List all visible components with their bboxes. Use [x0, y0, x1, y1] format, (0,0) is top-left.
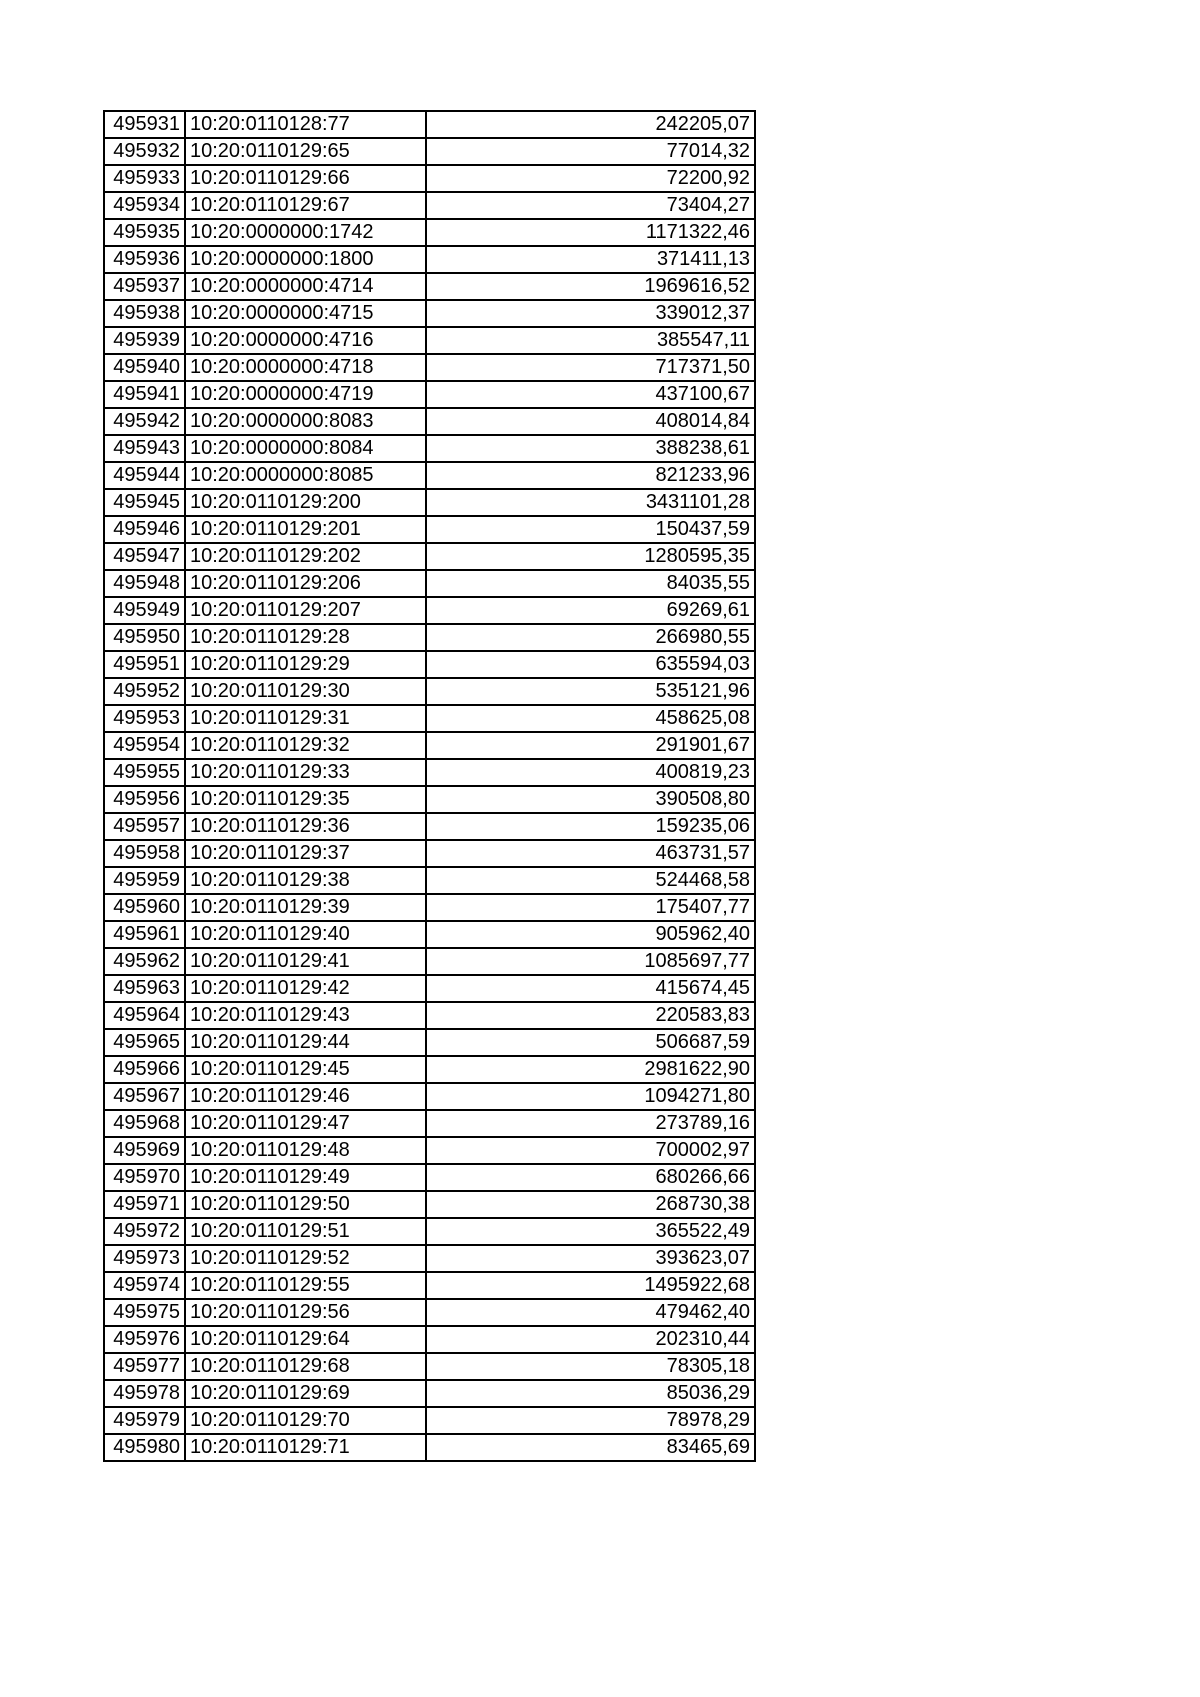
row-id-cell: 495934 — [104, 192, 185, 219]
row-id-cell: 495965 — [104, 1029, 185, 1056]
table-row — [104, 732, 755, 759]
cadastral-number-cell: 10:20:0110129:40 — [185, 921, 426, 948]
row-id-cell: 495932 — [104, 138, 185, 165]
amount-cell: 78978,29 — [426, 1407, 755, 1434]
table-row — [104, 111, 755, 138]
cadastral-number-cell: 10:20:0110129:48 — [185, 1137, 426, 1164]
amount-cell: 393623,07 — [426, 1245, 755, 1272]
table-row — [104, 1110, 755, 1137]
amount-cell: 78305,18 — [426, 1353, 755, 1380]
table-row — [104, 921, 755, 948]
amount-cell: 458625,08 — [426, 705, 755, 732]
row-id-cell: 495953 — [104, 705, 185, 732]
row-id-cell: 495970 — [104, 1164, 185, 1191]
row-id-cell: 495964 — [104, 1002, 185, 1029]
row-id-cell: 495933 — [104, 165, 185, 192]
cadastral-number-cell: 10:20:0110129:44 — [185, 1029, 426, 1056]
row-id-cell: 495972 — [104, 1218, 185, 1245]
table-row — [104, 1353, 755, 1380]
amount-cell: 159235,06 — [426, 813, 755, 840]
row-id-cell: 495946 — [104, 516, 185, 543]
amount-cell: 821233,96 — [426, 462, 755, 489]
cadastral-number-cell: 10:20:0110129:64 — [185, 1326, 426, 1353]
table-row — [104, 705, 755, 732]
table-row — [104, 1002, 755, 1029]
amount-cell: 175407,77 — [426, 894, 755, 921]
table-row — [104, 1056, 755, 1083]
cadastral-number-cell: 10:20:0110129:70 — [185, 1407, 426, 1434]
table-row — [104, 840, 755, 867]
row-id-cell: 495943 — [104, 435, 185, 462]
amount-cell: 1280595,35 — [426, 543, 755, 570]
table-row — [104, 462, 755, 489]
data-table — [103, 110, 756, 1462]
amount-cell: 85036,29 — [426, 1380, 755, 1407]
cadastral-number-cell: 10:20:0110129:201 — [185, 516, 426, 543]
table-row — [104, 948, 755, 975]
table-row — [104, 516, 755, 543]
cadastral-number-cell: 10:20:0110129:68 — [185, 1353, 426, 1380]
table-row — [104, 894, 755, 921]
table-row — [104, 1326, 755, 1353]
row-id-cell: 495950 — [104, 624, 185, 651]
cadastral-number-cell: 10:20:0110129:51 — [185, 1218, 426, 1245]
table-row — [104, 1164, 755, 1191]
row-id-cell: 495957 — [104, 813, 185, 840]
cadastral-number-cell: 10:20:0110129:55 — [185, 1272, 426, 1299]
cadastral-number-cell: 10:20:0110129:35 — [185, 786, 426, 813]
row-id-cell: 495979 — [104, 1407, 185, 1434]
row-id-cell: 495974 — [104, 1272, 185, 1299]
cadastral-number-cell: 10:20:0000000:4716 — [185, 327, 426, 354]
cadastral-number-cell: 10:20:0000000:4715 — [185, 300, 426, 327]
amount-cell: 1085697,77 — [426, 948, 755, 975]
amount-cell: 463731,57 — [426, 840, 755, 867]
row-id-cell: 495973 — [104, 1245, 185, 1272]
table-row — [104, 624, 755, 651]
amount-cell: 83465,69 — [426, 1434, 755, 1461]
table-row — [104, 1407, 755, 1434]
cadastral-number-cell: 10:20:0110128:77 — [185, 111, 426, 138]
cadastral-number-cell: 10:20:0110129:56 — [185, 1299, 426, 1326]
table-row — [104, 219, 755, 246]
row-id-cell: 495956 — [104, 786, 185, 813]
table-row — [104, 246, 755, 273]
amount-cell: 365522,49 — [426, 1218, 755, 1245]
row-id-cell: 495963 — [104, 975, 185, 1002]
row-id-cell: 495962 — [104, 948, 185, 975]
row-id-cell: 495942 — [104, 408, 185, 435]
cadastral-number-cell: 10:20:0110129:200 — [185, 489, 426, 516]
cadastral-number-cell: 10:20:0110129:28 — [185, 624, 426, 651]
table-row — [104, 1137, 755, 1164]
amount-cell: 69269,61 — [426, 597, 755, 624]
amount-cell: 1495922,68 — [426, 1272, 755, 1299]
cadastral-number-cell: 10:20:0110129:207 — [185, 597, 426, 624]
amount-cell: 400819,23 — [426, 759, 755, 786]
row-id-cell: 495959 — [104, 867, 185, 894]
table-row — [104, 327, 755, 354]
row-id-cell: 495949 — [104, 597, 185, 624]
table-row — [104, 597, 755, 624]
row-id-cell: 495935 — [104, 219, 185, 246]
amount-cell: 1094271,80 — [426, 1083, 755, 1110]
row-id-cell: 495968 — [104, 1110, 185, 1137]
table-row — [104, 408, 755, 435]
table-row — [104, 1083, 755, 1110]
row-id-cell: 495955 — [104, 759, 185, 786]
amount-cell: 150437,59 — [426, 516, 755, 543]
amount-cell: 1969616,52 — [426, 273, 755, 300]
cadastral-number-cell: 10:20:0110129:37 — [185, 840, 426, 867]
row-id-cell: 495938 — [104, 300, 185, 327]
amount-cell: 388238,61 — [426, 435, 755, 462]
row-id-cell: 495977 — [104, 1353, 185, 1380]
data-table-body — [104, 111, 755, 1461]
row-id-cell: 495937 — [104, 273, 185, 300]
cadastral-number-cell: 10:20:0110129:45 — [185, 1056, 426, 1083]
amount-cell: 2981622,90 — [426, 1056, 755, 1083]
cadastral-number-cell: 10:20:0000000:4719 — [185, 381, 426, 408]
row-id-cell: 495954 — [104, 732, 185, 759]
amount-cell: 680266,66 — [426, 1164, 755, 1191]
table-row — [104, 300, 755, 327]
amount-cell: 3431101,28 — [426, 489, 755, 516]
table-row — [104, 975, 755, 1002]
table-row — [104, 813, 755, 840]
amount-cell: 339012,37 — [426, 300, 755, 327]
cadastral-number-cell: 10:20:0110129:41 — [185, 948, 426, 975]
amount-cell: 84035,55 — [426, 570, 755, 597]
cadastral-number-cell: 10:20:0110129:67 — [185, 192, 426, 219]
table-row — [104, 786, 755, 813]
cadastral-number-cell: 10:20:0000000:8083 — [185, 408, 426, 435]
row-id-cell: 495969 — [104, 1137, 185, 1164]
row-id-cell: 495948 — [104, 570, 185, 597]
row-id-cell: 495951 — [104, 651, 185, 678]
row-id-cell: 495944 — [104, 462, 185, 489]
table-row — [104, 1380, 755, 1407]
table-row — [104, 273, 755, 300]
row-id-cell: 495980 — [104, 1434, 185, 1461]
amount-cell: 242205,07 — [426, 111, 755, 138]
table-row — [104, 867, 755, 894]
cadastral-number-cell: 10:20:0110129:50 — [185, 1191, 426, 1218]
cadastral-number-cell: 10:20:0000000:8085 — [185, 462, 426, 489]
table-row — [104, 1272, 755, 1299]
row-id-cell: 495978 — [104, 1380, 185, 1407]
row-id-cell: 495971 — [104, 1191, 185, 1218]
amount-cell: 408014,84 — [426, 408, 755, 435]
row-id-cell: 495940 — [104, 354, 185, 381]
amount-cell: 437100,67 — [426, 381, 755, 408]
amount-cell: 220583,83 — [426, 1002, 755, 1029]
row-id-cell: 495960 — [104, 894, 185, 921]
amount-cell: 268730,38 — [426, 1191, 755, 1218]
row-id-cell: 495975 — [104, 1299, 185, 1326]
cadastral-number-cell: 10:20:0000000:1742 — [185, 219, 426, 246]
cadastral-number-cell: 10:20:0110129:31 — [185, 705, 426, 732]
cadastral-number-cell: 10:20:0110129:43 — [185, 1002, 426, 1029]
cadastral-number-cell: 10:20:0110129:42 — [185, 975, 426, 1002]
table-row — [104, 570, 755, 597]
table-row — [104, 1218, 755, 1245]
row-id-cell: 495966 — [104, 1056, 185, 1083]
amount-cell: 385547,11 — [426, 327, 755, 354]
table-row — [104, 435, 755, 462]
row-id-cell: 495941 — [104, 381, 185, 408]
amount-cell: 524468,58 — [426, 867, 755, 894]
cadastral-number-cell: 10:20:0110129:36 — [185, 813, 426, 840]
cadastral-number-cell: 10:20:0110129:32 — [185, 732, 426, 759]
table-row — [104, 1029, 755, 1056]
cadastral-number-cell: 10:20:0110129:65 — [185, 138, 426, 165]
cadastral-number-cell: 10:20:0110129:49 — [185, 1164, 426, 1191]
amount-cell: 415674,45 — [426, 975, 755, 1002]
table-row — [104, 192, 755, 219]
row-id-cell: 495958 — [104, 840, 185, 867]
table-row — [104, 759, 755, 786]
row-id-cell: 495939 — [104, 327, 185, 354]
amount-cell: 1171322,46 — [426, 219, 755, 246]
cadastral-number-cell: 10:20:0110129:206 — [185, 570, 426, 597]
table-row — [104, 678, 755, 705]
cadastral-number-cell: 10:20:0000000:4714 — [185, 273, 426, 300]
amount-cell: 390508,80 — [426, 786, 755, 813]
table-row — [104, 165, 755, 192]
amount-cell: 77014,32 — [426, 138, 755, 165]
table-row — [104, 1245, 755, 1272]
table-row — [104, 543, 755, 570]
amount-cell: 371411,13 — [426, 246, 755, 273]
cadastral-number-cell: 10:20:0000000:8084 — [185, 435, 426, 462]
table-row — [104, 489, 755, 516]
table-row — [104, 651, 755, 678]
row-id-cell: 495952 — [104, 678, 185, 705]
amount-cell: 72200,92 — [426, 165, 755, 192]
amount-cell: 905962,40 — [426, 921, 755, 948]
amount-cell: 202310,44 — [426, 1326, 755, 1353]
amount-cell: 479462,40 — [426, 1299, 755, 1326]
amount-cell: 73404,27 — [426, 192, 755, 219]
table-row — [104, 1299, 755, 1326]
row-id-cell: 495945 — [104, 489, 185, 516]
amount-cell: 291901,67 — [426, 732, 755, 759]
cadastral-number-cell: 10:20:0110129:71 — [185, 1434, 426, 1461]
table-row — [104, 138, 755, 165]
cadastral-number-cell: 10:20:0110129:52 — [185, 1245, 426, 1272]
cadastral-number-cell: 10:20:0000000:4718 — [185, 354, 426, 381]
table-row — [104, 1191, 755, 1218]
cadastral-number-cell: 10:20:0110129:202 — [185, 543, 426, 570]
row-id-cell: 495936 — [104, 246, 185, 273]
cadastral-number-cell: 10:20:0110129:30 — [185, 678, 426, 705]
amount-cell: 535121,96 — [426, 678, 755, 705]
amount-cell: 635594,03 — [426, 651, 755, 678]
amount-cell: 700002,97 — [426, 1137, 755, 1164]
row-id-cell: 495976 — [104, 1326, 185, 1353]
table-row — [104, 381, 755, 408]
amount-cell: 266980,55 — [426, 624, 755, 651]
cadastral-number-cell: 10:20:0110129:29 — [185, 651, 426, 678]
row-id-cell: 495961 — [104, 921, 185, 948]
amount-cell: 506687,59 — [426, 1029, 755, 1056]
cadastral-number-cell: 10:20:0110129:66 — [185, 165, 426, 192]
cadastral-number-cell: 10:20:0110129:39 — [185, 894, 426, 921]
cadastral-number-cell: 10:20:0110129:33 — [185, 759, 426, 786]
table-row — [104, 1434, 755, 1461]
row-id-cell: 495967 — [104, 1083, 185, 1110]
cadastral-number-cell: 10:20:0110129:38 — [185, 867, 426, 894]
cadastral-number-cell: 10:20:0110129:46 — [185, 1083, 426, 1110]
cadastral-number-cell: 10:20:0110129:69 — [185, 1380, 426, 1407]
cadastral-number-cell: 10:20:0110129:47 — [185, 1110, 426, 1137]
amount-cell: 273789,16 — [426, 1110, 755, 1137]
row-id-cell: 495931 — [104, 111, 185, 138]
table-row — [104, 354, 755, 381]
amount-cell: 717371,50 — [426, 354, 755, 381]
row-id-cell: 495947 — [104, 543, 185, 570]
cadastral-number-cell: 10:20:0000000:1800 — [185, 246, 426, 273]
